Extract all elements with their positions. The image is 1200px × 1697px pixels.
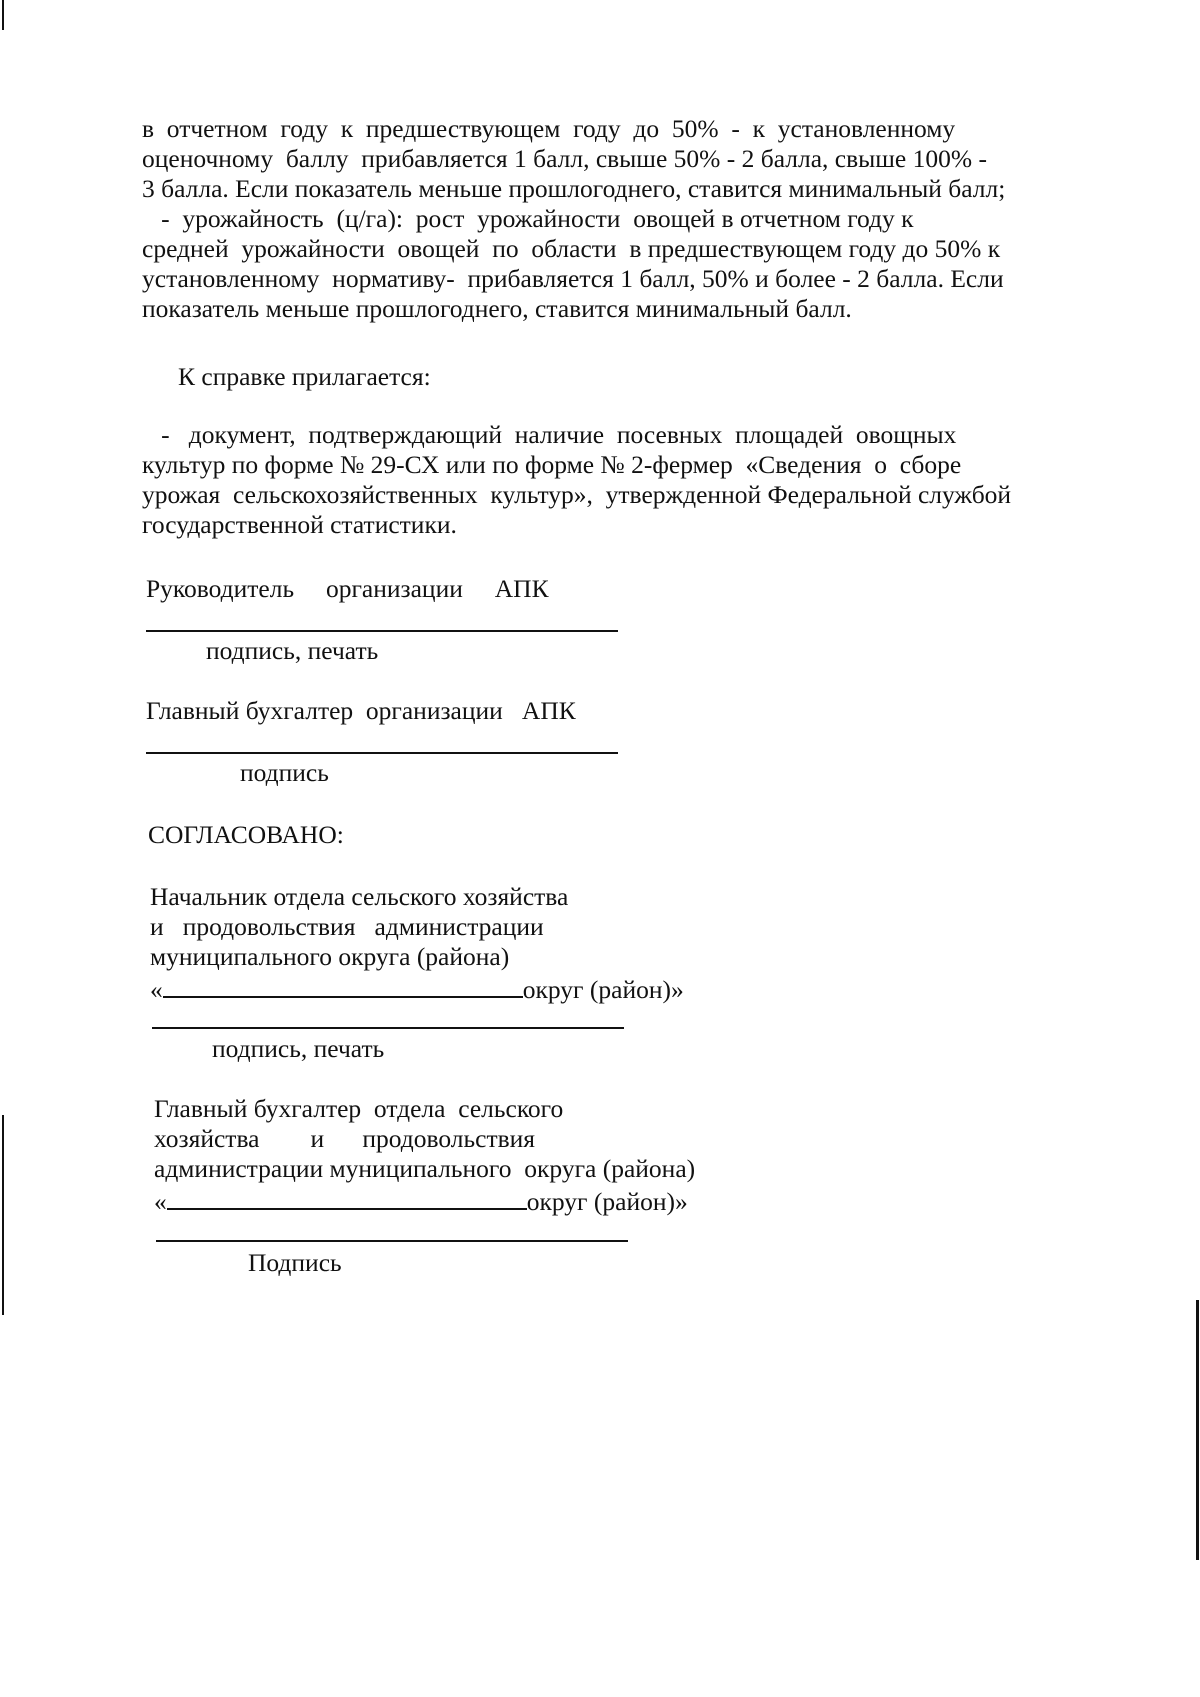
text-line: оценочному баллу прибавляется 1 балл, свыше 50% - 2 балла, свыше 100% - bbox=[142, 144, 987, 173]
text-line: установленному нормативу- прибавляется 1 балл, 50% и более - 2 балла. Если bbox=[142, 264, 1004, 293]
text-line: и продовольствия администрации bbox=[150, 912, 544, 941]
text-line: муниципального округа (района) bbox=[150, 942, 510, 971]
signature-caption: подпись bbox=[240, 758, 329, 787]
district-line bbox=[154, 1186, 688, 1217]
text-line: Начальник отдела сельского хозяйства bbox=[150, 882, 569, 911]
text-line: хозяйства и продовольствия bbox=[154, 1124, 536, 1153]
district-line bbox=[150, 974, 684, 1005]
district-suffix: округ (район)» bbox=[526, 1187, 688, 1216]
signature-line bbox=[146, 752, 618, 754]
signature-caption: подпись, печать bbox=[212, 1034, 385, 1063]
district-blank bbox=[163, 974, 523, 998]
quote-open: « bbox=[150, 975, 163, 1004]
text-line: государственной статистики. bbox=[142, 510, 457, 539]
attachment-heading: К справке прилагается: bbox=[178, 362, 431, 391]
text-line: культур по форме № 29-СХ или по форме № 2-фермер «Сведения о сборе bbox=[142, 450, 962, 479]
text-line: Главный бухгалтер отдела сельского bbox=[154, 1094, 564, 1123]
signature-title: Главный бухгалтер организации АПК bbox=[146, 696, 576, 725]
text-line: администрации муниципального округа (района) bbox=[154, 1154, 696, 1183]
signature-caption: подпись, печать bbox=[206, 636, 379, 665]
district-blank bbox=[167, 1186, 527, 1210]
text-line: показатель меньше прошлогоднего, ставится минимальный балл. bbox=[142, 294, 852, 323]
text-line: урожая сельскохозяйственных культур», утвержденной Федеральной службой bbox=[142, 480, 1012, 509]
text-line: в отчетном году к предшествующем году до 50% - к установленному bbox=[142, 114, 956, 143]
signature-line bbox=[146, 630, 618, 632]
approved-heading: СОГЛАСОВАНО: bbox=[148, 820, 344, 849]
scan-edge-mark bbox=[1196, 1300, 1199, 1560]
text-line: 3 балла. Если показатель меньше прошлогоднего, ставится минимальный балл; bbox=[142, 174, 1006, 203]
text-line: - документ, подтверждающий наличие посевных площадей овощных bbox=[142, 420, 957, 449]
scan-edge-mark bbox=[2, 1115, 4, 1315]
text-line: - урожайность (ц/га): рост урожайности овощей в отчетном году к bbox=[142, 204, 914, 233]
signature-title: Руководитель организации АПК bbox=[146, 574, 549, 603]
signature-caption: Подпись bbox=[248, 1248, 342, 1277]
signature-line bbox=[152, 1027, 624, 1029]
quote-open: « bbox=[154, 1187, 167, 1216]
scan-edge-mark bbox=[2, 0, 4, 30]
district-suffix: округ (район)» bbox=[522, 975, 684, 1004]
text-line: средней урожайности овощей по области в предшествующем году до 50% к bbox=[142, 234, 1001, 263]
signature-line bbox=[156, 1240, 628, 1242]
